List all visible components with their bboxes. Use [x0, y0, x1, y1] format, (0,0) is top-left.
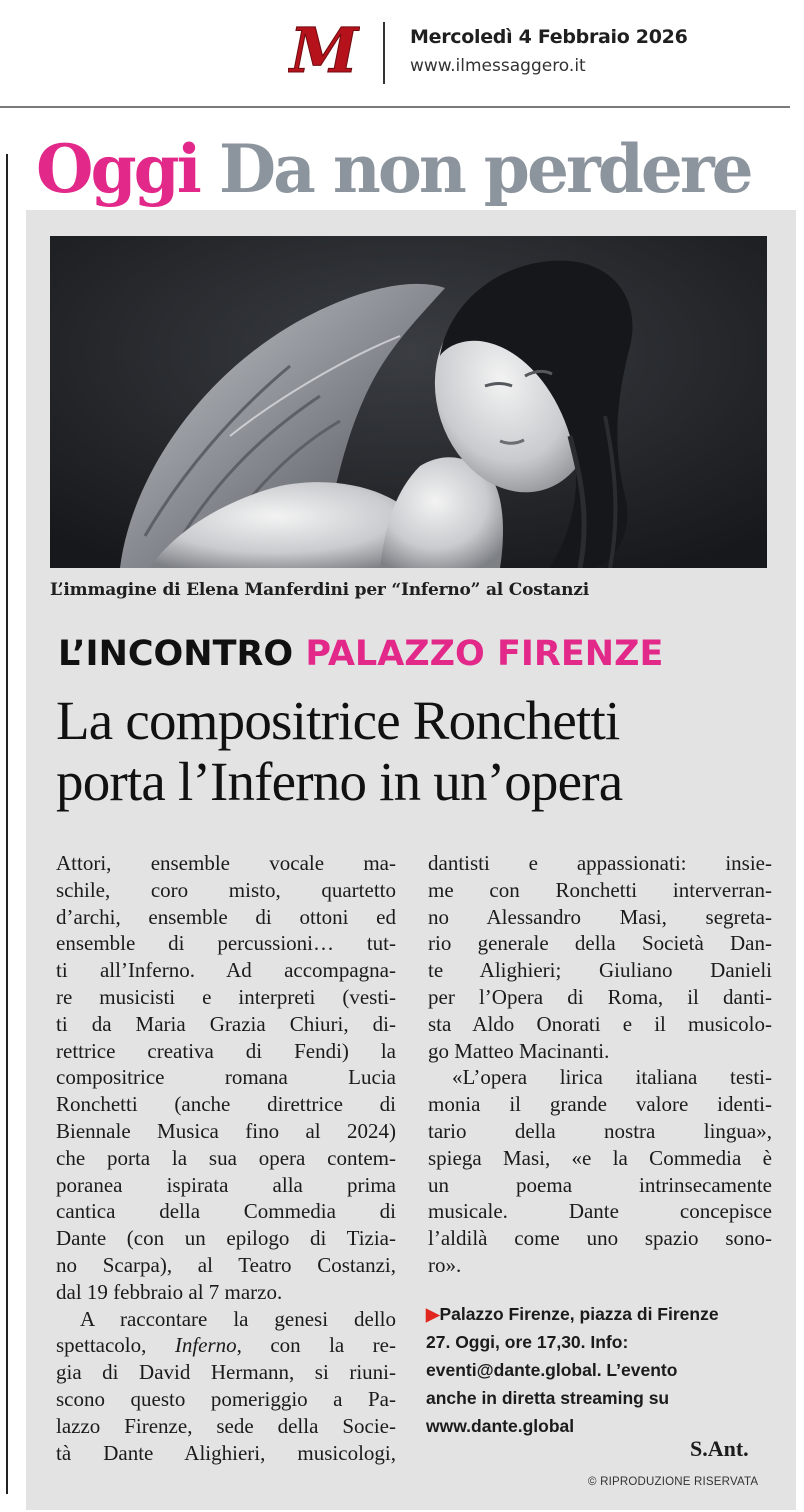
body-line: l’aldilà come uno spazio sono-: [428, 1226, 772, 1251]
body-line: me con Ronchetti interverran-: [428, 877, 772, 902]
body-line: d’archi, ensemble di ottoni ed: [56, 904, 396, 929]
arrow-right-icon: ▶: [426, 1304, 440, 1324]
body-line: tà Dante Alighieri, musicologi,: [56, 1440, 396, 1465]
body-line: lazzo Firenze, sede della Socie-: [56, 1413, 396, 1438]
body-line: gia di David Hermann, si riuni-: [56, 1360, 396, 1385]
header-rule: [0, 106, 790, 108]
body-line: Biennale Musica fino al 2024): [56, 1118, 396, 1143]
body-line: Dante (con un epilogo di Tizia-: [56, 1226, 396, 1251]
photo-caption: L’immagine di Elena Manferdini per “Inferno” al Costanzi: [50, 580, 589, 600]
section-label-palazzo-firenze: PALAZZO FIRENZE: [305, 634, 664, 674]
info-line: anche in diretta streaming su: [426, 1388, 670, 1408]
body-line: per l’Opera di Roma, il danti-: [428, 984, 772, 1009]
body-line: tario della nostra lingua»,: [428, 1118, 772, 1143]
il-messaggero-logo-icon: [288, 20, 360, 82]
body-line: ro».: [428, 1252, 462, 1277]
headline-line: La compositrice Ronchetti: [56, 690, 620, 751]
body-line: scono questo pomeriggio a Pa-: [56, 1386, 396, 1411]
body-line: dal 19 febbraio al 7 marzo.: [56, 1279, 283, 1304]
body-line: no Alessandro Masi, segreta-: [428, 904, 772, 929]
kicker-da-non-perdere: Da non perdere: [218, 130, 751, 208]
body-line: dantisti e appassionati: insie-: [428, 851, 772, 875]
svg-text:M: M: [289, 20, 359, 82]
body-line: musicale. Dante concepisce: [428, 1199, 772, 1224]
section-kicker: [36, 130, 751, 208]
body-line: poranea ispirata alla prima: [56, 1172, 396, 1197]
body-line: ti all’Inferno. Ad accompagna-: [56, 958, 396, 983]
body-line: che porta la sua opera contem-: [56, 1145, 396, 1170]
body-line: schile, coro misto, quartetto: [56, 877, 396, 902]
article-photo: [50, 236, 767, 568]
body-line: «L’opera lirica italiana testi-: [452, 1065, 772, 1090]
body-line: rettrice creativa di Fendi) la: [56, 1038, 396, 1063]
article-headline: [56, 690, 786, 812]
body-line: no Scarpa), al Teatro Costanzi,: [56, 1252, 396, 1277]
body-line: cantica della Commedia di: [56, 1199, 396, 1224]
site-url: www.ilmessaggero.it: [410, 56, 586, 76]
edition-date: Mercoledì 4 Febbraio 2026: [410, 26, 688, 48]
body-line: go Matteo Macinanti.: [428, 1038, 610, 1063]
author-signature: S.Ant.: [690, 1436, 749, 1461]
body-line: monia il grande valore identi-: [428, 1092, 772, 1117]
event-info: [426, 1300, 776, 1440]
masthead-header: [0, 0, 804, 108]
body-line: te Alighieri; Giuliano Danieli: [428, 958, 772, 983]
info-line: eventi@dante.global. L’evento: [426, 1360, 678, 1380]
body-line-text: spettacolo, Inferno, con la re-: [56, 1333, 396, 1358]
header-divider: [383, 22, 385, 84]
section-label-incontro: L’INCONTRO: [58, 634, 294, 674]
info-line: [426, 1300, 776, 1328]
body-line: rio generale della Società Dan-: [428, 931, 772, 956]
body-line: re musicisti e interpreti (vesti-: [56, 984, 396, 1009]
info-venue: Palazzo Firenze, piazza di Firenze: [439, 1304, 719, 1324]
kicker-oggi: Oggi: [36, 130, 199, 208]
body-line: Attori, ensemble vocale ma-: [56, 851, 396, 875]
headline-line: porta l’Inferno in un’opera: [56, 751, 623, 812]
body-line: Ronchetti (anche direttrice di: [56, 1092, 396, 1117]
body-line: un poema intrinsecamente: [428, 1172, 772, 1197]
section-label: [58, 634, 663, 674]
body-column-right: [428, 850, 772, 1279]
show-title: Inferno: [174, 1333, 237, 1358]
body-line: ti da Maria Grazia Chiuri, di-: [56, 1011, 396, 1036]
body-line: A raccontare la genesi dello: [80, 1306, 396, 1331]
info-line: 27. Oggi, ore 17,30. Info:: [426, 1332, 629, 1352]
body-line: compositrice romana Lucia: [56, 1065, 396, 1090]
info-line: www.dante.global: [426, 1416, 575, 1436]
body-line: [56, 1332, 396, 1359]
body-line: spiega Masi, «e la Commedia è: [428, 1145, 772, 1170]
copyright-notice: © RIPRODUZIONE RISERVATA: [588, 1476, 759, 1488]
body-column-left: [56, 850, 396, 1466]
body-line: ensemble di percussioni… tut-: [56, 931, 396, 956]
page-edge-rule: [6, 154, 8, 1494]
body-line: sta Aldo Onorati e il musicolo-: [428, 1011, 772, 1036]
